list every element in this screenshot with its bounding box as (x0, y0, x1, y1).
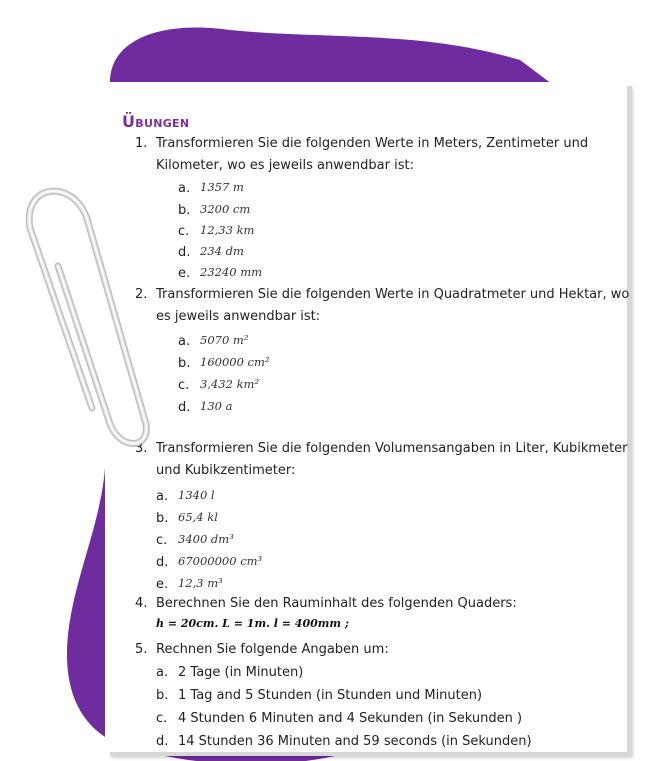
q2-item-value: 3,432 km² (200, 377, 260, 391)
q5-item-value: 4 Stunden 6 Minuten and 4 Sekunden (in Sekunden ) (178, 711, 523, 726)
question-1-number: 1. (135, 136, 148, 151)
q1-item-label: a. (178, 181, 191, 196)
question-1-line2: Kilometer, wo es jeweils anwendbar ist: (156, 158, 414, 173)
question-4-formula: h = 20cm. L = 1m. l = 400mm ; (156, 617, 349, 630)
q5-item-label: b. (156, 688, 169, 703)
q1-item-value: 1357 m (200, 180, 244, 194)
question-3-line2: und Kubikzentimeter: (156, 463, 296, 478)
q3-item-label: b. (156, 511, 169, 526)
q3-item-label: c. (156, 533, 168, 548)
q3-item-label: a. (156, 489, 169, 504)
q5-item-label: c. (156, 711, 168, 726)
q5-item-label: a. (156, 665, 169, 680)
q5-item-label: d. (156, 734, 169, 749)
question-5-number: 5. (135, 642, 148, 657)
q1-item-label: e. (178, 266, 191, 281)
q2-item-label: d. (178, 400, 191, 415)
q2-item-value: 130 a (200, 399, 233, 413)
q3-item-label: e. (156, 577, 169, 592)
q3-item-label: d. (156, 555, 169, 570)
q3-item-value: 1340 l (178, 488, 215, 502)
q1-item-value: 12,33 km (200, 223, 255, 237)
page-title: Übungen (122, 112, 190, 131)
question-1-line1: Transformieren Sie die folgenden Werte in Meters, Zentimeter und (156, 136, 589, 151)
question-3-number: 3. (135, 441, 148, 456)
q3-item-value: 12,3 m³ (178, 576, 223, 590)
q3-item-value: 67000000 cm³ (178, 554, 263, 568)
question-5-line1: Rechnen Sie folgende Angaben um: (156, 642, 389, 657)
q2-item-value: 160000 cm² (200, 355, 270, 369)
question-3-line1: Transformieren Sie die folgenden Volumensangaben in Liter, Kubikmeter (156, 441, 628, 456)
q1-item-value: 3200 cm (200, 202, 251, 216)
question-2-number: 2. (135, 287, 148, 302)
question-2-line1: Transformieren Sie die folgenden Werte in Quadratmeter und Hektar, wo (156, 287, 630, 302)
q5-item-value: 2 Tage (in Minuten) (178, 665, 304, 680)
question-2-line2: es jeweils anwendbar ist: (156, 309, 321, 324)
q5-item-value: 14 Stunden 36 Minuten and 59 seconds (in Sekunden) (178, 734, 532, 749)
q1-item-label: d. (178, 245, 191, 260)
q3-item-value: 65,4 kl (178, 510, 218, 524)
q2-item-label: a. (178, 334, 191, 349)
q3-item-value: 3400 dm³ (178, 532, 234, 546)
q2-item-value: 5070 m² (200, 333, 249, 347)
q1-item-value: 234 dm (200, 244, 244, 258)
q1-item-value: 23240 mm (200, 265, 263, 279)
q2-item-label: b. (178, 356, 191, 371)
question-4-line1: Berechnen Sie den Rauminhalt des folgenden Quaders: (156, 596, 517, 611)
q1-item-label: b. (178, 203, 191, 218)
q5-item-value: 1 Tag and 5 Stunden (in Stunden und Minuten) (178, 688, 483, 703)
question-4-number: 4. (135, 596, 148, 611)
q2-item-label: c. (178, 378, 190, 393)
q1-item-label: c. (178, 224, 190, 239)
